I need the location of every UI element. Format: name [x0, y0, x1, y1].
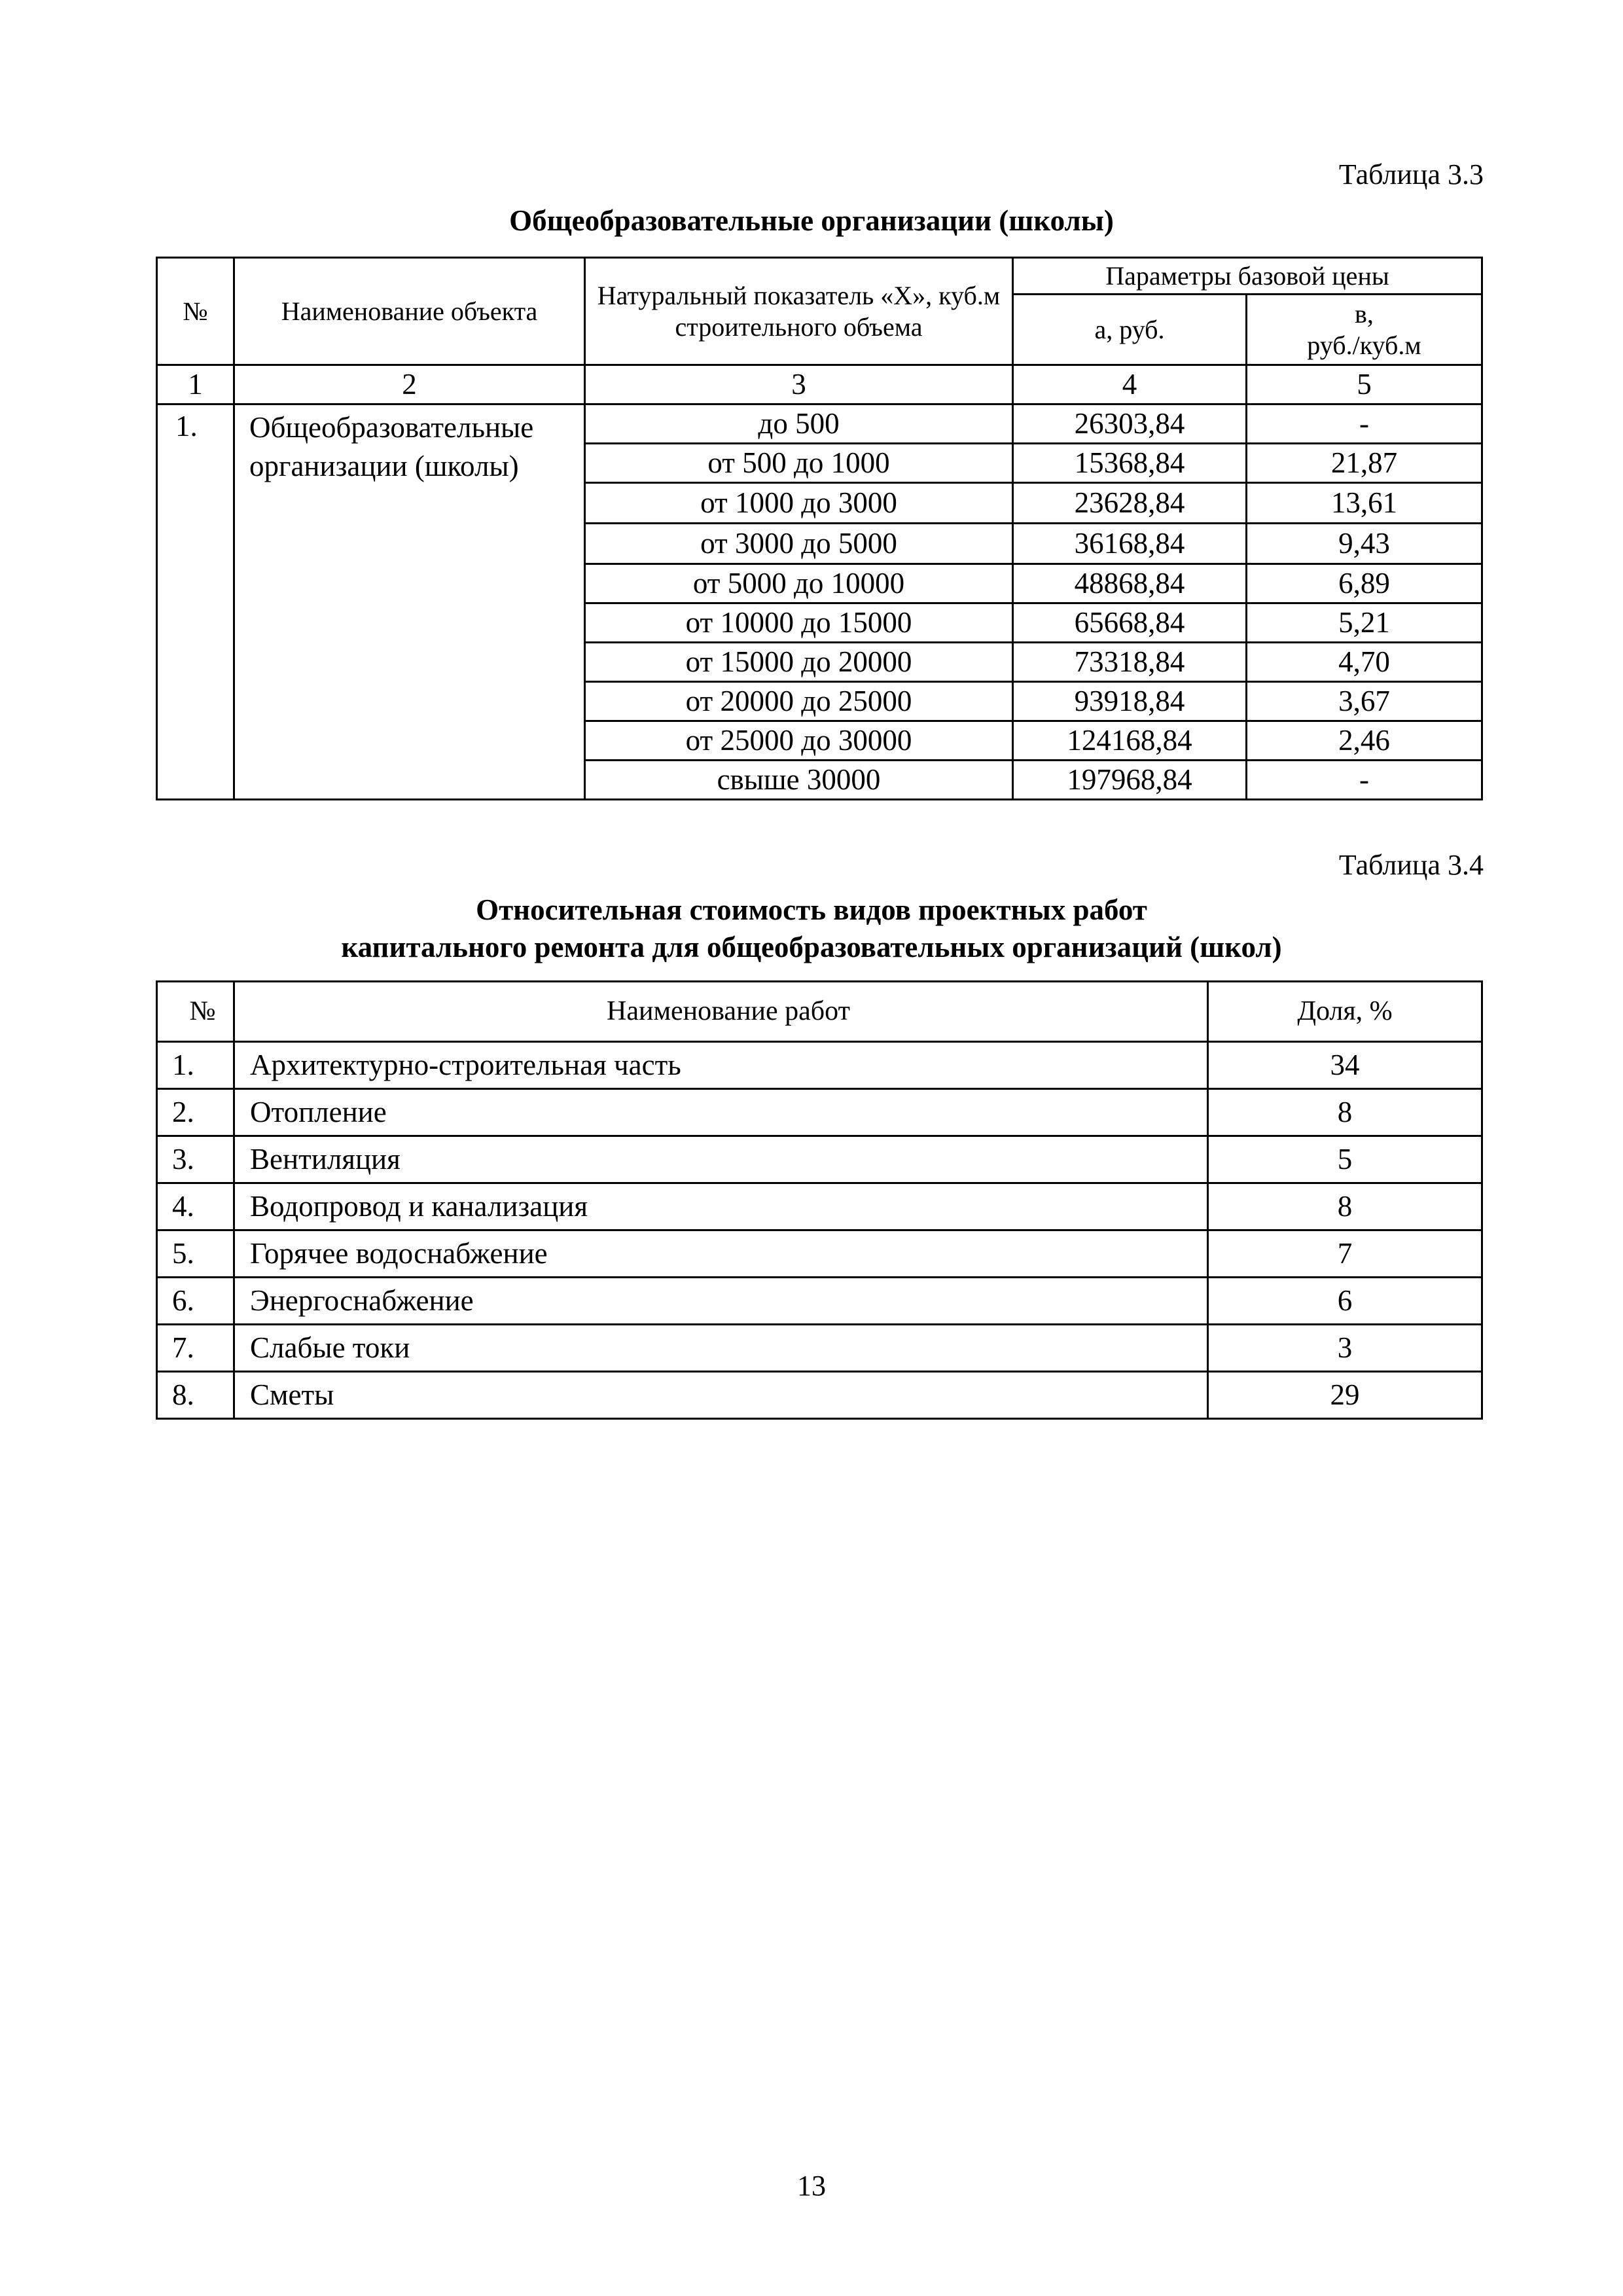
share-value: 6 [1208, 1278, 1482, 1325]
header-share: Доля, % [1208, 982, 1482, 1042]
work-name: Вентиляция [234, 1136, 1208, 1183]
table-3-4-title-line2: капитального ремонта для общеобразовательных организаций (школ) [341, 931, 1282, 963]
table-row [157, 1136, 1482, 1183]
row-number: 8. [157, 1372, 234, 1419]
param-v-value: 21,87 [1247, 444, 1482, 483]
table-3-4 [156, 980, 1483, 1420]
param-a-value: 73318,84 [1013, 643, 1247, 682]
volume-range: от 25000 до 30000 [585, 721, 1013, 761]
work-name: Отопление [234, 1089, 1208, 1136]
row-number: 6. [157, 1278, 234, 1325]
header-param-v-line2: руб./куб.м [1307, 330, 1421, 360]
table-3-4-title-line1: Относительная стоимость видов проектных работ [476, 893, 1147, 926]
table-row [157, 1278, 1482, 1325]
param-v-value: 5,21 [1247, 603, 1482, 643]
column-number: 1 [157, 365, 234, 404]
volume-range: до 500 [585, 404, 1013, 444]
share-value: 3 [1208, 1325, 1482, 1372]
row-number: 2. [157, 1089, 234, 1136]
table-row [157, 1372, 1482, 1419]
param-a-value: 36168,84 [1013, 524, 1247, 564]
param-a-value: 124168,84 [1013, 721, 1247, 761]
header-object-name: Наименование объекта [234, 258, 585, 365]
row-number: 4. [157, 1183, 234, 1230]
column-numbers-row [157, 365, 1482, 404]
share-value: 34 [1208, 1042, 1482, 1089]
work-name: Горячее водоснабжение [234, 1230, 1208, 1278]
share-value: 7 [1208, 1230, 1482, 1278]
work-name: Слабые токи [234, 1325, 1208, 1372]
param-v-value: 6,89 [1247, 564, 1482, 603]
header-param-v [1247, 295, 1482, 365]
share-value: 29 [1208, 1372, 1482, 1419]
header-natural-indicator: Натуральный показатель «X», куб.м строительного объема [585, 258, 1013, 365]
param-a-value: 15368,84 [1013, 444, 1247, 483]
volume-range: от 3000 до 5000 [585, 524, 1013, 564]
param-v-value: 2,46 [1247, 721, 1482, 761]
param-a-value: 65668,84 [1013, 603, 1247, 643]
table-3-3-title: Общеобразовательные организации (школы) [509, 204, 1114, 237]
param-a-value: 26303,84 [1013, 404, 1247, 444]
header-num: № [157, 982, 234, 1042]
row-number: 5. [157, 1230, 234, 1278]
work-name: Сметы [234, 1372, 1208, 1419]
row-number: 3. [157, 1136, 234, 1183]
volume-range: от 500 до 1000 [585, 444, 1013, 483]
param-v-value: 3,67 [1247, 682, 1482, 721]
work-name: Энергоснабжение [234, 1278, 1208, 1325]
column-number: 5 [1247, 365, 1482, 404]
table-row [157, 404, 1482, 444]
param-v-value: 9,43 [1247, 524, 1482, 564]
param-v-value: 13,61 [1247, 483, 1482, 524]
volume-range: от 1000 до 3000 [585, 483, 1013, 524]
column-number: 3 [585, 365, 1013, 404]
table-row [157, 1325, 1482, 1372]
column-number: 4 [1013, 365, 1247, 404]
work-name: Водопровод и канализация [234, 1183, 1208, 1230]
table-3-3-caption: Таблица 3.3 [1338, 158, 1484, 190]
param-a-value: 23628,84 [1013, 483, 1247, 524]
param-a-value: 197968,84 [1013, 761, 1247, 800]
volume-range: свыше 30000 [585, 761, 1013, 800]
row-number: 1. [157, 1042, 234, 1089]
header-num: № [157, 258, 234, 365]
header-base-price-params: Параметры базовой цены [1013, 258, 1482, 295]
param-v-value: 4,70 [1247, 643, 1482, 682]
share-value: 8 [1208, 1089, 1482, 1136]
share-value: 5 [1208, 1136, 1482, 1183]
row-object-name: Общеобразовательные организации (школы) [234, 404, 585, 800]
volume-range: от 20000 до 25000 [585, 682, 1013, 721]
work-name: Архитектурно-строительная часть [234, 1042, 1208, 1089]
volume-range: от 5000 до 10000 [585, 564, 1013, 603]
table-3-4-caption: Таблица 3.4 [1338, 849, 1484, 881]
header-param-v-line1: в, [1355, 298, 1374, 329]
param-v-value: - [1247, 404, 1482, 444]
table-row [157, 1089, 1482, 1136]
share-value: 8 [1208, 1183, 1482, 1230]
header-work-name: Наименование работ [234, 982, 1208, 1042]
row-number: 7. [157, 1325, 234, 1372]
row-number: 1. [157, 404, 234, 800]
page-number: 13 [797, 2170, 826, 2202]
param-v-value: - [1247, 761, 1482, 800]
table-row [157, 1230, 1482, 1278]
param-a-value: 93918,84 [1013, 682, 1247, 721]
param-a-value: 48868,84 [1013, 564, 1247, 603]
column-number: 2 [234, 365, 585, 404]
table-row [157, 1183, 1482, 1230]
volume-range: от 10000 до 15000 [585, 603, 1013, 643]
table-row [157, 1042, 1482, 1089]
table-3-3 [156, 257, 1483, 800]
volume-range: от 15000 до 20000 [585, 643, 1013, 682]
header-param-a: а, руб. [1013, 295, 1247, 365]
